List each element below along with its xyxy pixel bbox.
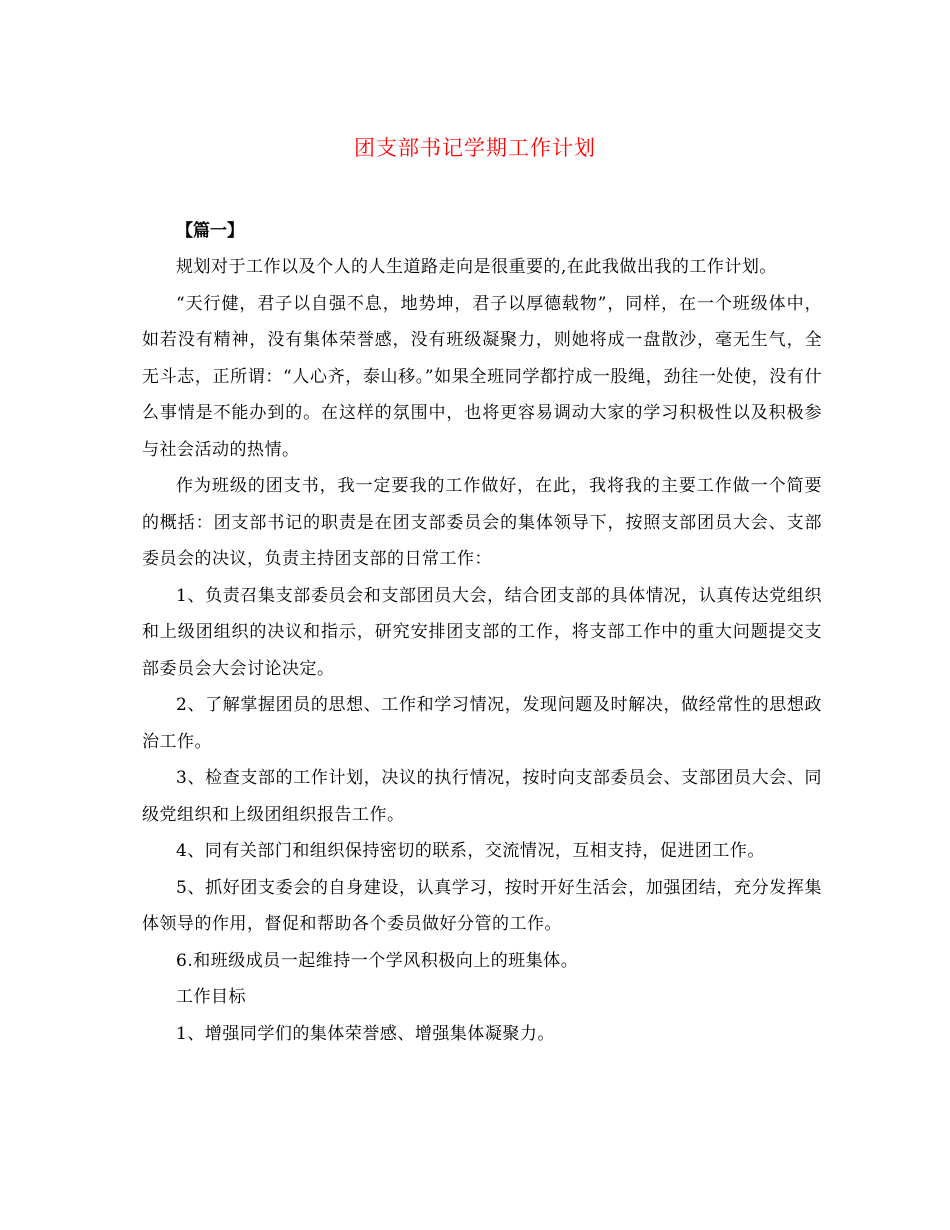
paragraph-duty-6: 6.和班级成员一起维持一个学风积极向上的班集体。 bbox=[176, 950, 579, 971]
document-body bbox=[142, 214, 822, 1052]
paragraph-goal-1: 1、增强同学们的集体荣誉感、增强集体凝聚力。 bbox=[176, 1023, 555, 1044]
section-label: 【篇一】 bbox=[176, 221, 244, 241]
paragraph-duty-1: 1、负责召集支部委员会和支部团员大会，结合团支部的具体情况，认真传达党组织和上级团组织的决议和指示，研究安排团支部的工作，将支部工作中的重大问题提交支部委员会大会讨论决定。 bbox=[142, 585, 822, 679]
document-title: 团支部书记学期工作计划 bbox=[354, 136, 596, 160]
heading-work-goals: 工作目标 bbox=[176, 987, 246, 1007]
paragraph-quote: “天行健，君子以自强不息，地势坤，君子以厚德载物”，同样，在一个班级体中，如若没有精神，没有集体荣誉感，没有班级凝聚力，则她将成一盘散沙，毫无生气，全无斗志，正所谓：“人心齐，泰山移。”如果全班同学都拧成一股绳，劲往一处使，没有什么事情是不能办到的。在这样的氛围中，也将更容易调动大家的学习积极性以及积极参与社会活动的热情。 bbox=[142, 293, 822, 460]
paragraph-intro: 规划对于工作以及个人的人生道路走向是很重要的,在此我做出我的工作计划。 bbox=[176, 257, 777, 277]
paragraph-role: 作为班级的团支书，我一定要我的工作做好，在此，我将我的主要工作做一个简要的概括：团支部书记的职责是在团支部委员会的集体领导下，按照支部团员大会、支部委员会的决议，负责主持团支部的日常工作： bbox=[142, 476, 822, 569]
paragraph-duty-4: 4、同有关部门和组织保持密切的联系，交流情况，互相支持，促进团工作。 bbox=[176, 841, 765, 861]
paragraph-duty-3: 3、检查支部的工作计划，决议的执行情况，按时向支部委员会、支部团员大会、同级党组织和上级团组织报告工作。 bbox=[142, 768, 822, 825]
paragraph-duty-5: 5、抓好团支委会的自身建设，认真学习，按时开好生活会，加强团结，充分发挥集体领导的作用，督促和帮助各个委员做好分管的工作。 bbox=[142, 877, 822, 934]
paragraph-duty-2: 2、了解掌握团员的思想、工作和学习情况，发现问题及时解决，做经常性的思想政治工作。 bbox=[142, 695, 822, 752]
